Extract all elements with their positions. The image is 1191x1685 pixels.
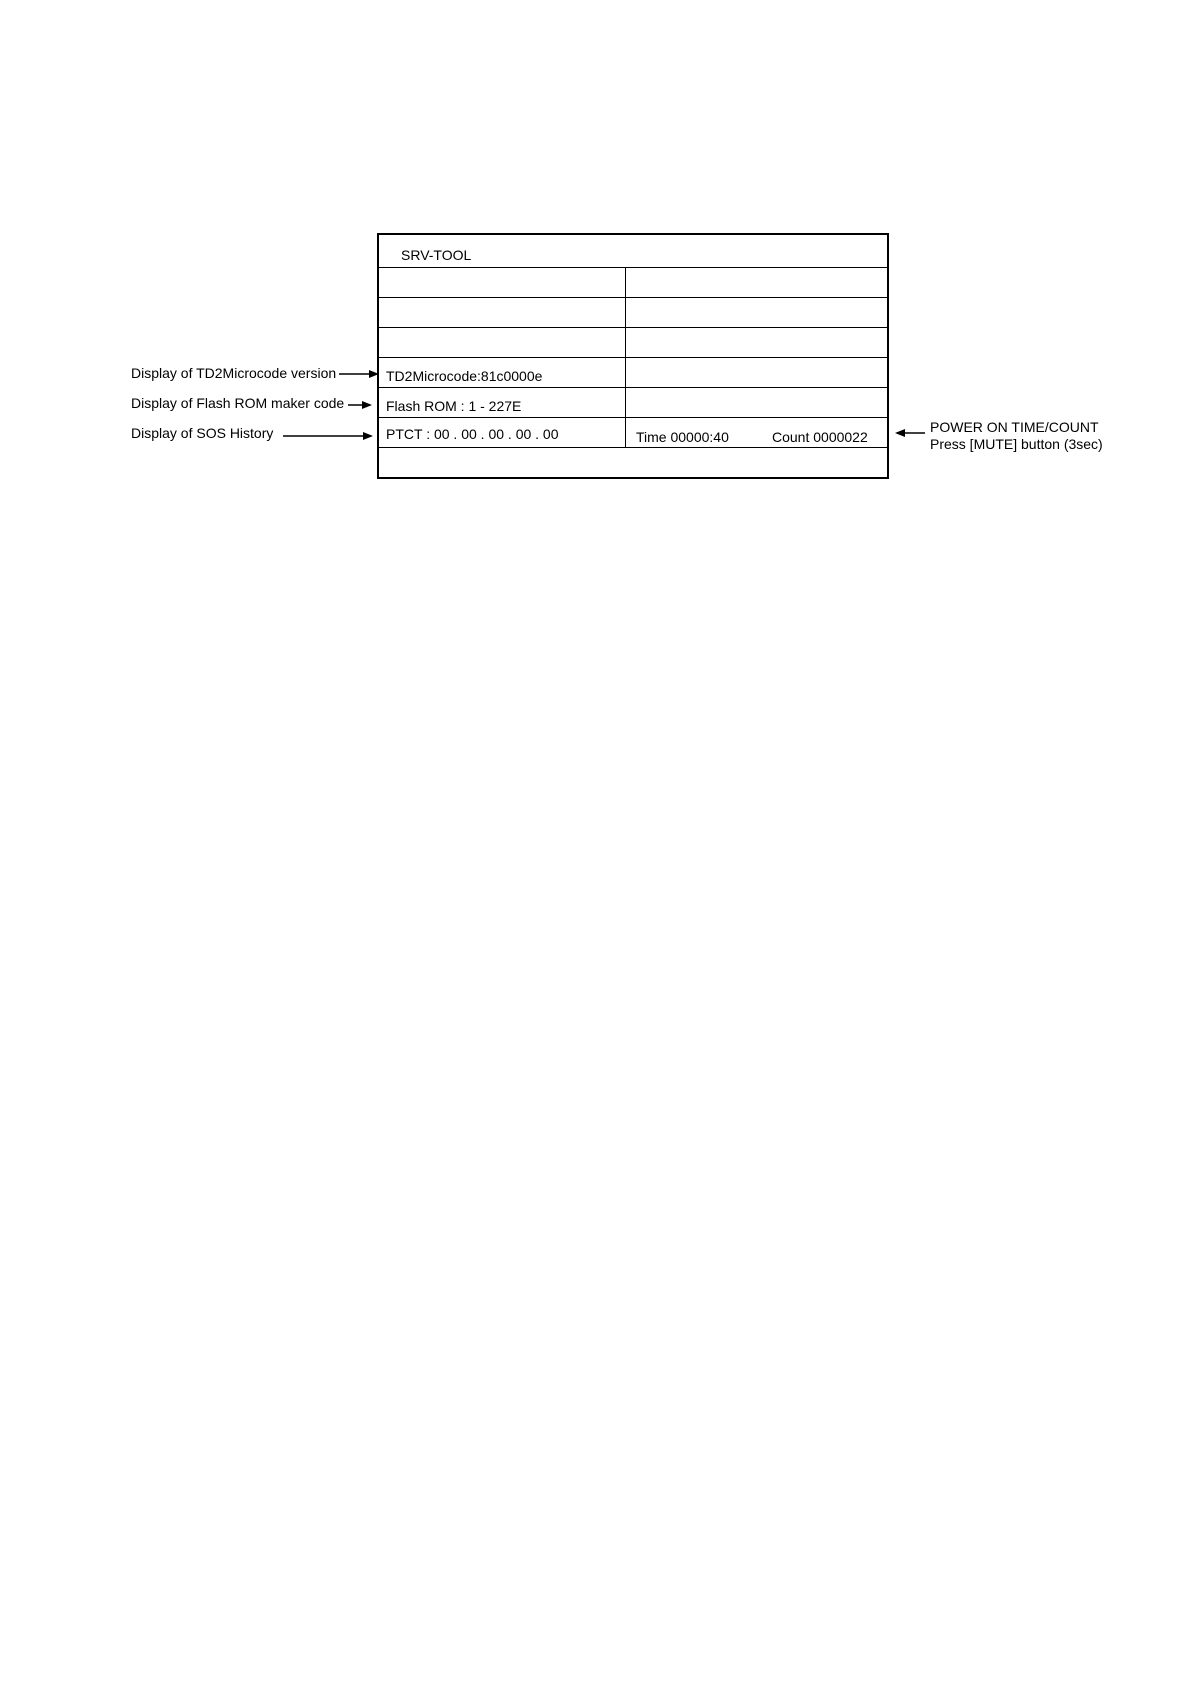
annotation-sos-history: Display of SOS History [131,425,274,441]
cell-right [626,328,887,357]
srv-tool-screen [377,233,889,479]
screen-title: SRV-TOOL [401,247,472,263]
title-row [379,235,887,268]
td2-microcode-value: TD2Microcode:81c0000e [386,368,543,384]
power-on-count: Count 0000022 [772,429,868,445]
cell-right [626,358,887,387]
cell-right [626,418,887,447]
power-on-time: Time 00000:40 [636,429,729,445]
td2-row [379,358,887,388]
cell-left [379,328,626,357]
arrow-right-icon [348,400,372,410]
cell-left [379,388,626,417]
arrow-right-icon [339,369,379,379]
cell-left [379,298,626,327]
annotation-power-on-time-count: POWER ON TIME/COUNT [930,419,1099,435]
annotation-mute-button: Press [MUTE] button (3sec) [930,436,1103,452]
cell-left [379,268,626,297]
cell-left [379,418,626,447]
arrow-right-icon [283,431,373,441]
ptct-row [379,418,887,448]
table-row [379,298,887,328]
annotation-td2-microcode: Display of TD2Microcode version [131,365,337,381]
cell-left [379,358,626,387]
table-row [379,268,887,298]
flash-rom-value: Flash ROM : 1 - 227E [386,398,522,414]
arrow-left-icon [895,428,925,438]
bottom-row [379,448,887,479]
annotation-flash-rom: Display of Flash ROM maker code [131,395,345,411]
table-row [379,328,887,358]
cell-right [626,268,887,297]
cell-right [626,298,887,327]
flash-rom-row [379,388,887,418]
cell-right [626,388,887,417]
ptct-value: PTCT : 00 . 00 . 00 . 00 . 00 [386,426,559,442]
